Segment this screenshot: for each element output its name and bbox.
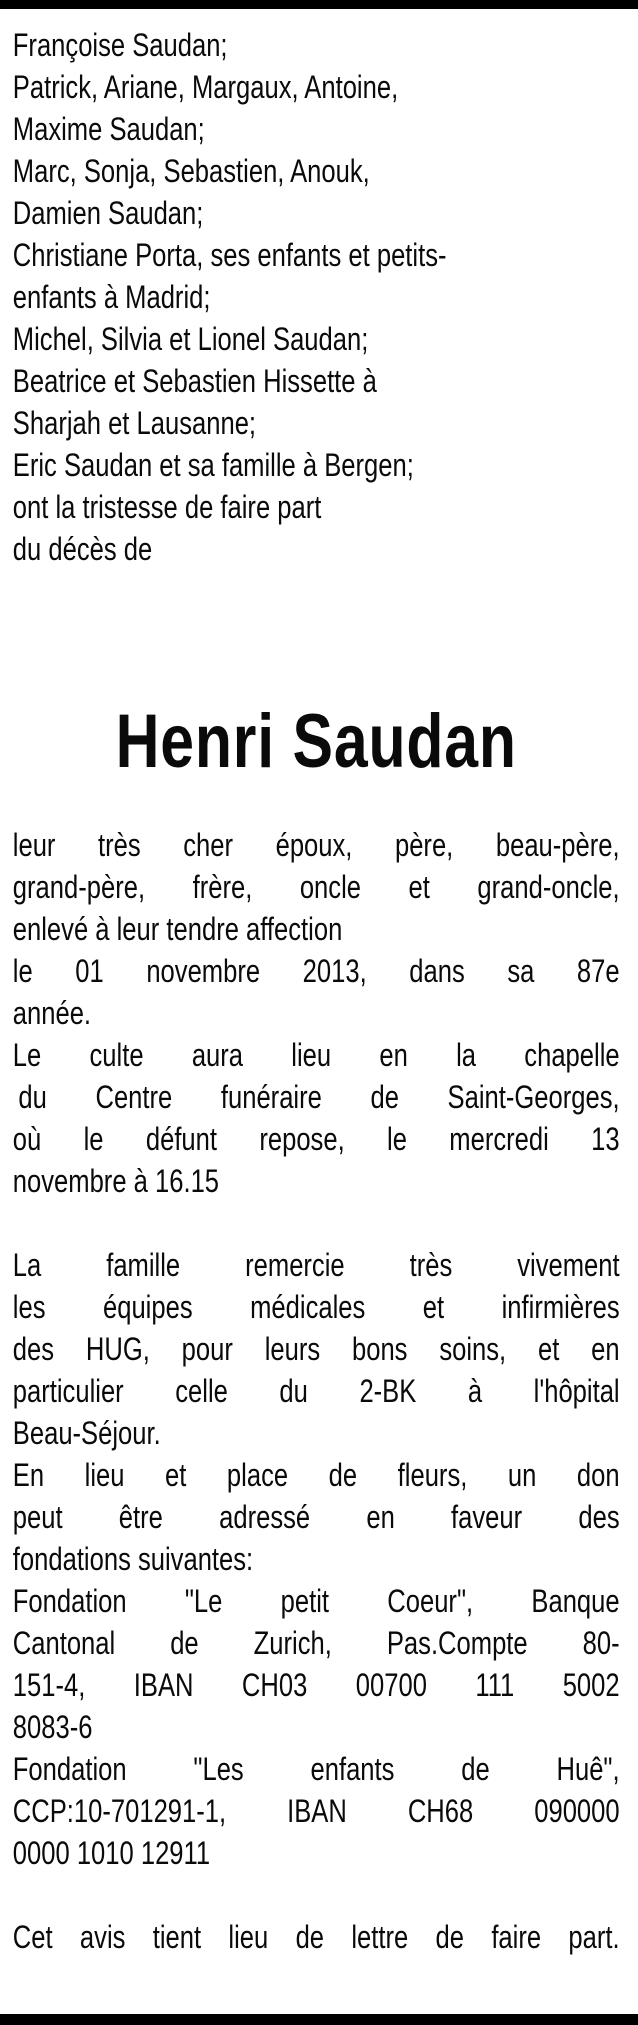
- notice-body-line: fondations suivantes:: [12, 1541, 254, 1577]
- notice-body-line: Le culte aura lieu en la chapelle: [12, 1037, 620, 1073]
- notice-body-line: [13, 1202, 620, 1244]
- family-names-line: enfants à Madrid;: [12, 279, 211, 315]
- notice-body-line: 0000 1010 12911: [12, 1835, 211, 1871]
- family-names-line: Maxime Saudan;: [12, 111, 205, 147]
- bottom-border-rule: [0, 2014, 638, 2025]
- notice-body-line: 151-4, IBAN CH03 00700 111 5002: [12, 1667, 620, 1703]
- notice-body-line: Cantonal de Zurich, Pas.Compte 80-: [12, 1625, 620, 1661]
- notice-body-line: [13, 1874, 620, 1916]
- notice-body-line: Fondation "Le petit Coeur", Banque: [12, 1583, 620, 1619]
- family-names-line: Michel, Silvia et Lionel Saudan;: [12, 321, 369, 357]
- notice-body-line: les équipes médicales et infirmières: [12, 1289, 620, 1325]
- family-names-line: Eric Saudan et sa famille à Bergen;: [12, 447, 414, 483]
- family-names-line: Françoise Saudan;: [12, 27, 228, 63]
- family-names-block: [13, 0, 620, 570]
- family-names-line: Beatrice et Sebastien Hissette à: [12, 363, 377, 399]
- notice-body: [13, 824, 620, 1958]
- notice-body-line: Beau-Séjour.: [12, 1415, 161, 1451]
- notice-body-line: du Centre funéraire de Saint-Georges,: [18, 1079, 620, 1115]
- family-names-line: Christiane Porta, ses enfants et petits-: [12, 237, 447, 273]
- notice-body-line: La famille remercie très vivement: [12, 1247, 620, 1283]
- notice-body-line: Fondation "Les enfants de Huê",: [12, 1751, 620, 1787]
- notice-body-line: le 01 novembre 2013, dans sa 87e: [12, 953, 620, 989]
- notice-body-line: 8083-6: [12, 1709, 93, 1745]
- notice-body-line: novembre à 16.15: [12, 1163, 220, 1199]
- notice-body-line: enlevé à leur tendre affection: [12, 911, 343, 947]
- notice-body-line: peut être adressé en faveur des: [12, 1499, 620, 1535]
- notice-body-line: particulier celle du 2-BK à l'hôpital: [12, 1373, 620, 1409]
- deceased-name: Henri Saudan: [115, 699, 517, 784]
- notice-body-line: Cet avis tient lieu de lettre de faire part.: [12, 1919, 620, 1955]
- family-names-line: Sharjah et Lausanne;: [12, 405, 257, 441]
- family-names-line: Marc, Sonja, Sebastien, Anouk,: [12, 153, 370, 189]
- notice-body-line: des HUG, pour leurs bons soins, et en: [12, 1331, 620, 1367]
- notice-body-line: grand-père, frère, oncle et grand-oncle,: [12, 869, 620, 905]
- family-names-line: ont la tristesse de faire part: [12, 489, 322, 525]
- notice-body-line: leur très cher époux, père, beau-père,: [12, 827, 620, 863]
- family-names-line: Damien Saudan;: [12, 195, 204, 231]
- notice-body-line: En lieu et place de fleurs, un don: [12, 1457, 620, 1493]
- family-names-line: du décès de: [12, 531, 153, 567]
- family-names-line: Patrick, Ariane, Margaux, Antoine,: [12, 69, 399, 105]
- notice-body-line: CCP:10-701291-1, IBAN CH68 090000: [12, 1793, 620, 1829]
- notice-body-line: année.: [12, 995, 92, 1031]
- notice-body-line: où le défunt repose, le mercredi 13: [12, 1121, 620, 1157]
